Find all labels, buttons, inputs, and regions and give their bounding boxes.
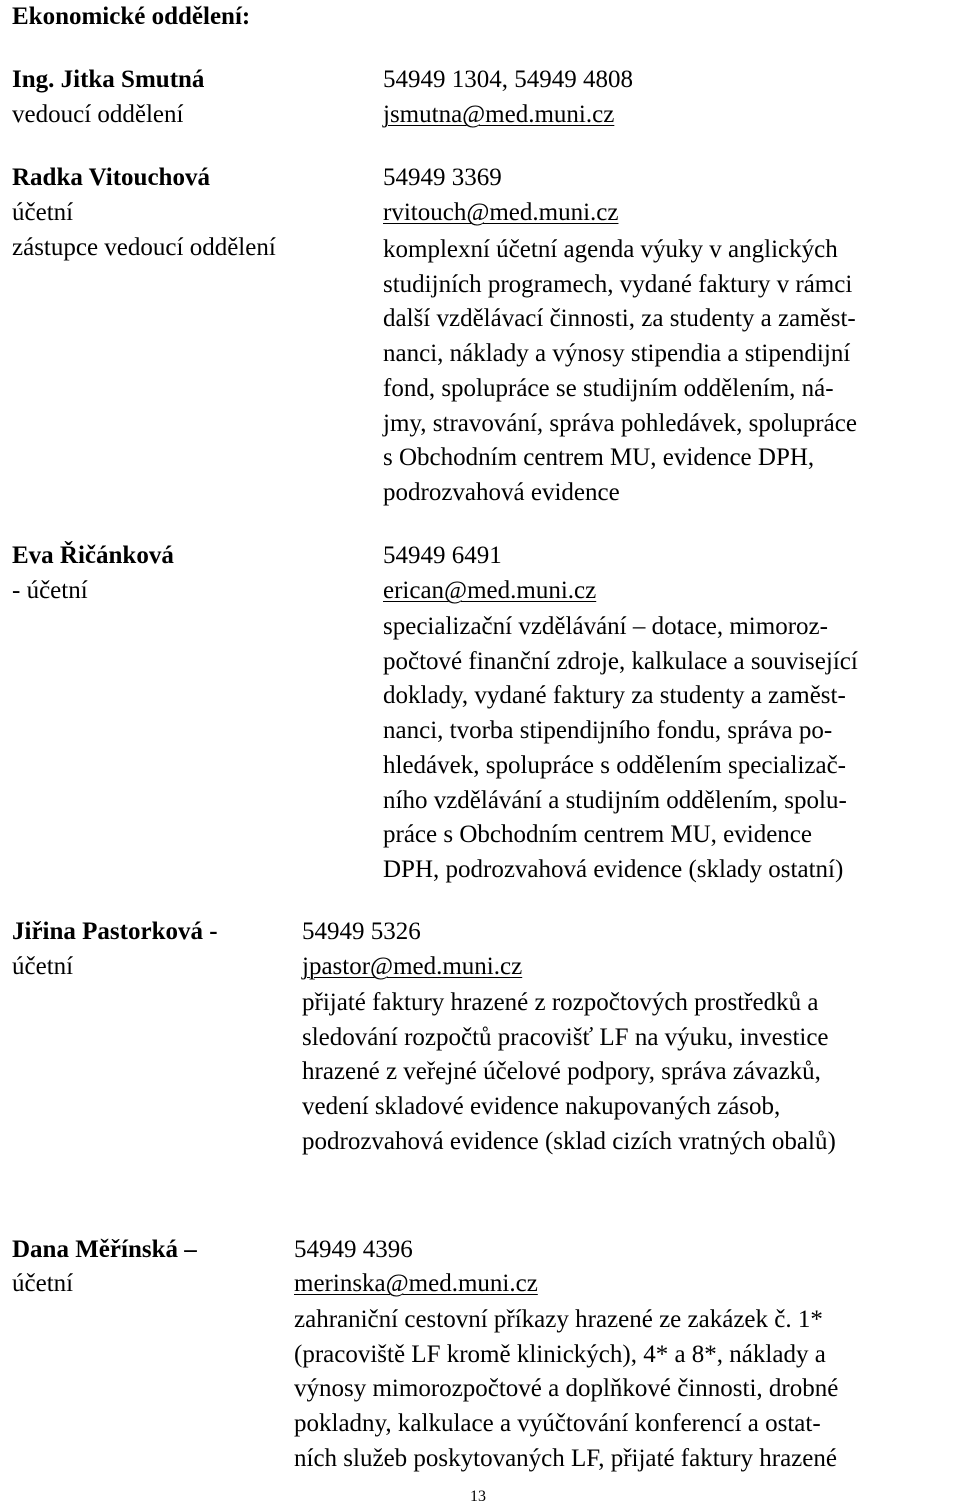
person-description	[383, 233, 857, 511]
description-line: komplexní účetní agenda výuky v anglických	[383, 236, 838, 263]
person-email-link[interactable]: jpastor@med.muni.cz	[302, 953, 523, 980]
description-line: sledování rozpočtů pracovišť LF na výuku, investice	[302, 1023, 829, 1051]
description-line: ního vzdělávání a studijním oddělením, spolu-	[383, 786, 847, 814]
person-email-link[interactable]: rvitouch@med.muni.cz	[383, 199, 619, 226]
person-phone: 54949 3369	[383, 164, 502, 191]
page-number: 13	[470, 1488, 486, 1505]
person-name: Jiřina Pastorková -	[12, 918, 218, 945]
description-line: podrozvahová evidence (sklad cizích vratných obalů)	[302, 1127, 836, 1155]
description-line: výnosy mimorozpočtové a doplňkové činnosti, drobné	[294, 1375, 839, 1403]
person-name: Ing. Jitka Smutná	[12, 66, 205, 93]
description-line: hrazené z veřejné účelové podpory, správa závazků,	[302, 1058, 821, 1086]
description-line: jmy, stravování, správa pohledávek, spolupráce	[383, 409, 857, 437]
description-line: nanci, tvorba stipendijního fondu, správa po-	[383, 717, 833, 745]
person-role: zástupce vedoucí oddělení	[12, 234, 276, 261]
person-name: Dana Měřínská –	[12, 1236, 197, 1263]
person-phone: 54949 1304, 54949 4808	[383, 66, 633, 93]
person-description	[294, 1303, 838, 1477]
person-name: Eva Řičánková	[12, 542, 174, 569]
description-line: počtové finanční zdroje, kalkulace a související	[383, 647, 858, 675]
person-role: účetní	[12, 199, 74, 226]
description-line: další vzdělávací činnosti, za studenty a zaměst-	[383, 305, 856, 333]
description-line: práce s Obchodním centrem MU, evidence	[383, 821, 813, 849]
person-description	[383, 610, 858, 888]
description-line: DPH, podrozvahová evidence (sklady ostatní)	[383, 855, 844, 883]
description-line: s Obchodním centrem MU, evidence DPH,	[383, 444, 815, 472]
person-role: účetní	[12, 953, 74, 980]
person-email-link[interactable]: jsmutna@med.muni.cz	[383, 101, 615, 128]
description-line: nanci, náklady a výnosy stipendia a stipendijní	[383, 340, 851, 368]
person-phone: 54949 5326	[302, 918, 421, 945]
description-line: pokladny, kalkulace a vyúčtování konferencí a ostat-	[294, 1410, 821, 1438]
description-line: (pracoviště LF kromě klinických), 4* a 8*, náklady a	[294, 1340, 826, 1368]
description-line: studijních programech, vydané faktury v rámci	[383, 270, 853, 298]
person-email-link[interactable]: merinska@med.muni.cz	[294, 1270, 538, 1297]
description-line: podrozvahová evidence	[383, 478, 620, 506]
person-role: - účetní	[12, 577, 88, 604]
description-line: hledávek, spolupráce s oddělením specializač-	[383, 751, 847, 779]
description-line: specializační vzdělávání – dotace, mimoroz-	[383, 613, 828, 640]
description-line: fond, spolupráce se studijním oddělením, ná-	[383, 374, 834, 402]
person-phone: 54949 4396	[294, 1236, 413, 1263]
page-heading: Ekonomické oddělení:	[12, 3, 251, 30]
description-line: vedení skladové evidence nakupovaných zásob,	[302, 1093, 781, 1121]
person-role: účetní	[12, 1270, 74, 1297]
description-line: ních služeb poskytovaných LF, přijaté faktury hrazené	[294, 1444, 837, 1472]
person-role: vedoucí oddělení	[12, 101, 184, 128]
description-line: doklady, vydané faktury za studenty a zaměst-	[383, 682, 846, 710]
person-description	[302, 986, 836, 1160]
description-line: zahraniční cestovní příkazy hrazené ze zakázek č. 1*	[294, 1306, 823, 1333]
person-email-link[interactable]: erican@med.muni.cz	[383, 577, 597, 604]
description-line: přijaté faktury hrazené z rozpočtových prostředků a	[302, 989, 819, 1016]
person-name: Radka Vitouchová	[12, 164, 210, 191]
person-phone: 54949 6491	[383, 542, 502, 569]
